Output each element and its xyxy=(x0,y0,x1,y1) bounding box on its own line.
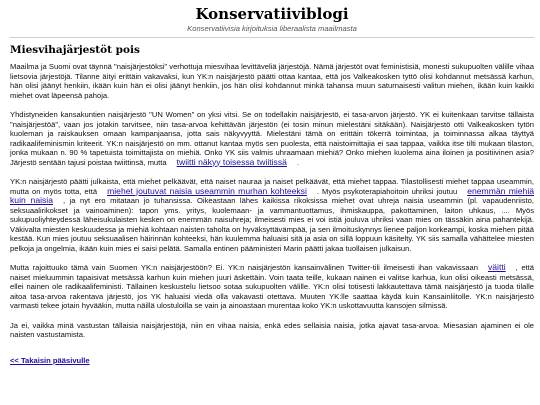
header-divider xyxy=(10,37,534,38)
back-to-home-link[interactable]: << Takaisin pääsivulle xyxy=(10,355,90,365)
paragraph-2 xyxy=(10,110,534,167)
tweet-link[interactable]: twiitti näkyy toisessa twiitissä xyxy=(176,156,287,167)
paragraph-4 xyxy=(10,263,534,311)
paragraph-2-end: . xyxy=(296,157,300,167)
page xyxy=(10,0,534,368)
paragraph-2-text: Yhdistyneiden kansakuntien naisjärjestö "UN Women" on yksi vitsi. Se on todellakin naisjärjestö, ei tasa-arvon järjestö. YK ei kuitenkaan tarvitse tällaista "naisjärjestöä", vaan jos jotakin tarvitsee, niin tasa-arvoa kehittävän järjestön (ei tosin minun mielestäni sitäkään). Naisjärjestö otti Valkeakosken tytön kuoleman ja raiskauksen omaan kampanjaansa, jotta sais näkyvyyttä. Mielestäni tämä on erittäin tökerrä toimintaa, ja toiminnassa alkaa täyttyä radikaalifeminismin kriteerit. YK:n naisjärjestö on mm. ottanut kantaa myös sen puolesta, että naistoimittajia ei saa tappaa, vaikka itse tilti mukaan tilaston, jonka mukaan n. 90 % tapetuista toimittajista on miehiä. Onko YK siis valmis uhraamaan miehiä? Onko miehen kuolema aina iloinen ja positiivinen asia? Järjestö sentään tajusi poistaa twiittinsä, mutta xyxy=(10,110,534,167)
claimed-link[interactable]: väitti xyxy=(487,262,506,272)
paragraph-3-text-b: . Myös psykoterapiahoitoin uhriksi joutuu xyxy=(316,186,458,196)
paragraph-4-text-a: Mutta rajoittuuko tämä vain Suomen YK:n naisjärjestöön? Ei. YK:n naisjärjestön kansainvälinen Twitter-tili ilmeisesti ihan vakavissaan xyxy=(10,263,478,272)
paragraph-3-text-c: , ja nyt ero mitataan jo tuhansissa. Oikeastaan lähes kaikissa rikoksissa miehet ovat uhreja naisia useammin (pl. vapaudenriisto, seksuaalirikokset ja vainoaminen): tapon yms. yritys, kuolemaan- ja vammantuottamus, ihmiskauppa, pakottaminen, laiton uhkaus, .... Myös sukupuoliyhteydessä läheisukulaisten kesken on enemmän naisuhreja; ilmeisesti mies ei voi istiä jouluva uhriksi vaan mies on tässäkin aina pahantekijä. Väkivalta miesten keskuudessa ja miehiä kohtaan naisten taholta on hyväksyttävämpää, ja sen ilmoituskynnys lienee paljon korkeampi, koska miehen pitää kestää. Kun mies joutuu seksuaalisen häirinnän kohteeksi, hän kuulemma haluaisi sitä ja asia on sillä loppuun käsitelty. YK siis samalla vähättelee miesten pelkoja ja ongelmia, ikään kuin mies ei saisi pelätä. Samalla entinen pääministeri Marin päätti jakaa tuollaisen julkaisun. xyxy=(10,196,535,253)
paragraph-1-text: Maailma ja Suomi ovat täynnä "naisjärjestöksi" verhottuja miesvihaa levittäveliä järjestöjä. Nämä järjestöt ovat feministisiä, monesti sukupuolten välille vihaa lietsovia järjestöjä. Tilanne äityi erittäin vakavaksi, kun YK:n naisjärjestö päätti ottaa kantaa, että jos Valkeakosken tyttö olisi kohdannut metsässä karhun, hän olisi jäänyt henkiin, ikään kuin hän ei olisi jäänyt henkiin, jos hän olisi kohdannut minkä tahansa muun saturnaisesti valitun miehen, ikään kuin kaikki miehet ovat läpeensä pahoja. xyxy=(10,62,534,100)
post-title: Miesvihajärjestöt pois xyxy=(10,44,140,56)
paragraph-3 xyxy=(10,177,534,253)
more-men-link[interactable]: enemmän miehiä kuin naisia xyxy=(10,185,535,205)
paragraph-4-text-b: , että naiset mieluummin tapaisivat metsässä karhun kuin miehen juuri äskettäin. Voin taata teille, kukaan nainen ei valitse karhua, kun olisi oikeasti metsässä, ellei nainen ole radikaalifeministi. Tällainen keskustelu lietsoo sotaa sukupuolten välille. YK:n olisi totisesti lakkautettava tämä naisjärjestö ja tuoda tilalle aitoa tasa-arvoa rakentava järjestö, jos YK haluaisi viedä olla vakavasti otettava. Muuten YK:lle saattaa käydä kuin Kansainliitolle. YK:n naisjärjestö varmasti tekee jotain hyvääkin, mutta näillä ulostuloilla se vain ja ainoastaan murentaa koko YK:n uskottavuutta kansojen silmissä. xyxy=(10,263,534,310)
site-subtitle: Konservatiivisia kirjoituksia liberaalista maailmasta xyxy=(187,24,357,33)
paragraph-1 xyxy=(10,62,534,100)
paragraph-5 xyxy=(10,321,534,340)
murder-victims-link[interactable]: miehet joutuvat naisia useammin murhan kohteeksi xyxy=(107,185,307,196)
paragraph-3-text-a: YK:n naisjärjestö päätti julkaista, että miehet pelkäävät, että naiset nauraa ja naiset pelkäävät, että miehet tappaa. Tilastollisesti miehet tappaa useammin, mutta on myös totta, että xyxy=(10,177,534,196)
paragraph-5-text: Ja ei, vaikka minä vastustan tällaisia naisjärjestöjä, niin en vihaa naisia, enkä edes sellaisia naisia, jotka ajavat tasa-arvoa. Miesasian ajaminen ei ole naisten vastustamista. xyxy=(10,320,534,339)
site-title[interactable]: Konservatiiviblogi xyxy=(195,5,349,23)
